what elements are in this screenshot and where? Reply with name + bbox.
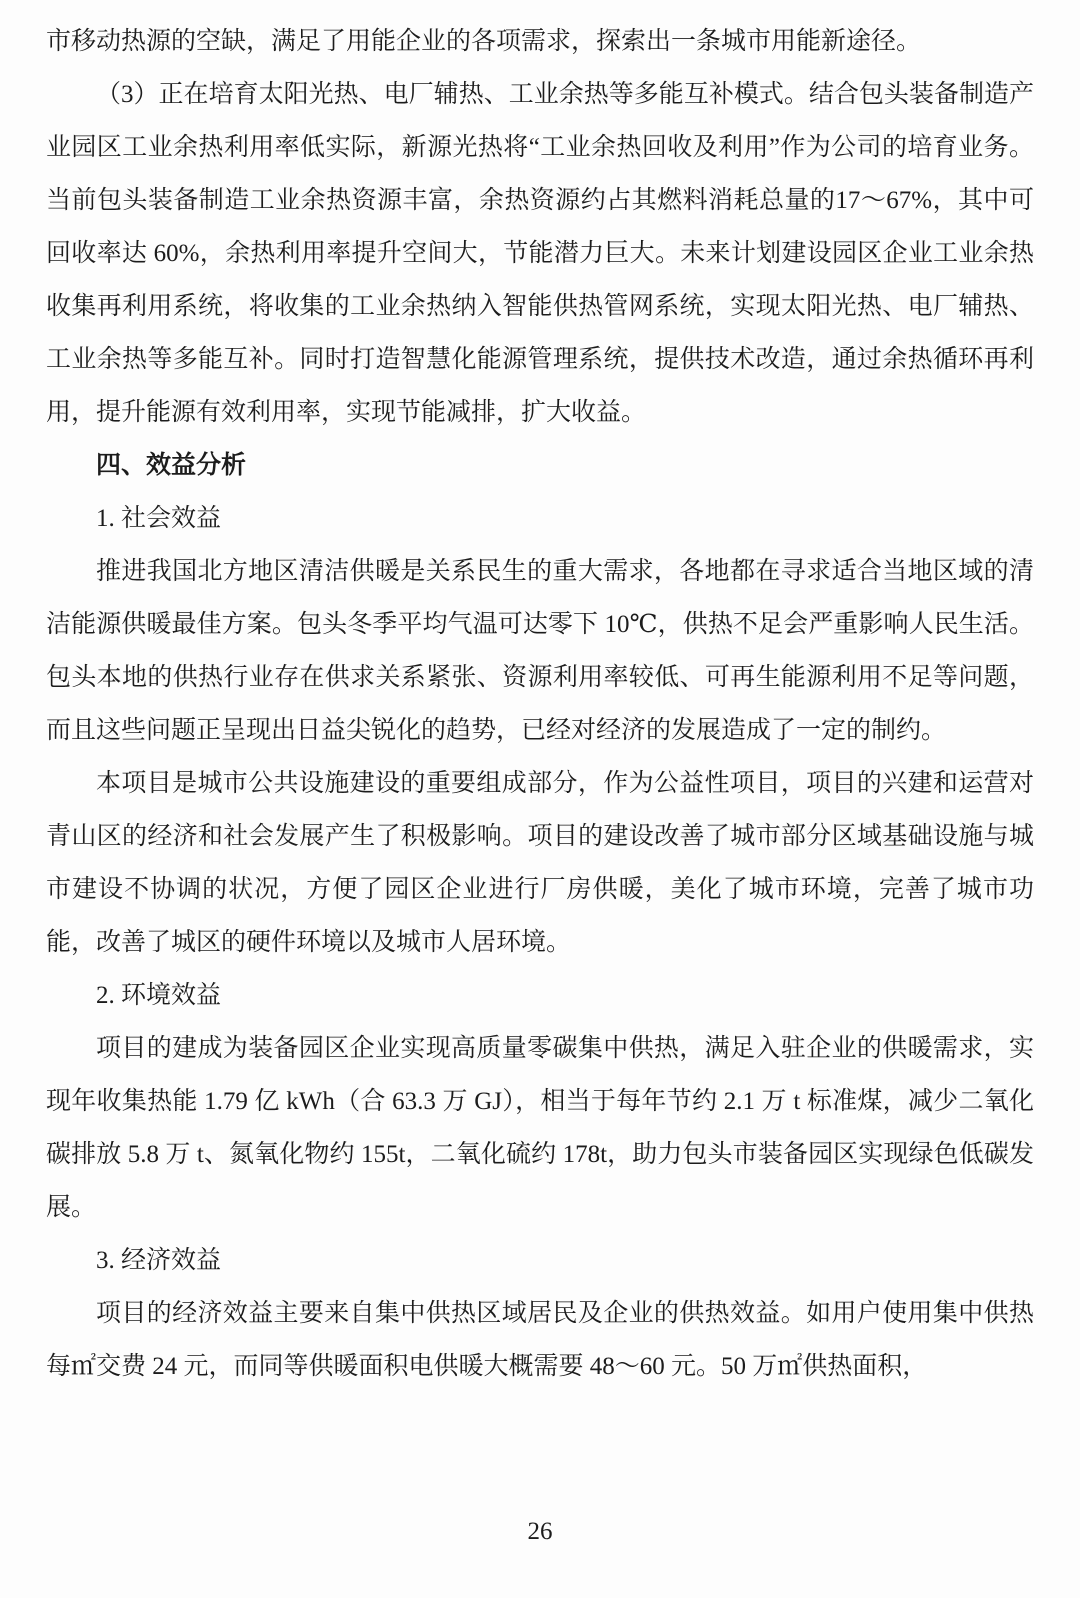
paragraph: 项目的建成为装备园区企业实现高质量零碳集中供热，满足入驻企业的供暖需求，实现年收集热能 1.79 亿 kWh（合 63.3 万 GJ），相当于每年节约 2.1 万 t 标准煤，减少二氧化碳排放 5.8 万 t、氮氧化物约 155t，二氧化硫约 178t，助力包头市装备园区实现绿色低碳发展。: [46, 1035, 1034, 1221]
paragraph: 本项目是城市公共设施建设的重要组成部分，作为公益性项目，项目的兴建和运营对青山区的经济和社会发展产生了积极影响。项目的建设改善了城市部分区域基础设施与城市建设不协调的状况，方便了园区企业进行厂房供暖，美化了城市环境，完善了城市功能，改善了城区的硬件环境以及城市人居环境。: [46, 770, 1034, 956]
subheading: 1. 社会效益: [96, 505, 222, 532]
paragraph: 项目的经济效益主要来自集中供热区域居民及企业的供热效益。如用户使用集中供热每㎡交费 24 元，而同等供暖面积电供暖大概需要 48～60 元。50 万㎡供热面积，: [46, 1300, 1034, 1380]
page-number: 26: [527, 1518, 553, 1545]
subheading: 3. 经济效益: [96, 1247, 222, 1274]
paragraph: 推进我国北方地区清洁供暖是关系民生的重大需求，各地都在寻求适合当地区域的清洁能源供暖最佳方案。包头冬季平均气温可达零下 10℃，供热不足会严重影响人民生活。包头本地的供热行业存在供求关系紧张、资源利用率较低、可再生能源利用不足等问题，而且这些问题正呈现出日益尖锐化的趋势，已经对经济的发展造成了一定的制约。: [46, 558, 1034, 744]
heading: 四、效益分析: [96, 452, 247, 479]
document-body: [46, 0, 1034, 1393]
body-continued: 市移动热源的空缺，满足了用能企业的各项需求，探索出一条城市用能新途径。: [46, 28, 922, 55]
paragraph: （3）正在培育太阳光热、电厂辅热、工业余热等多能互补模式。结合包头装备制造产业园区工业余热利用率低实际，新源光热将“工业余热回收及利用”作为公司的培育业务。当前包头装备制造工业余热资源丰富，余热资源约占其燃料消耗总量的17～67%，其中可回收率达 60%，余热利用率提升空间大，节能潜力巨大。未来计划建设园区企业工业余热收集再利用系统，将收集的工业余热纳入智能供热管网系统，实现太阳光热、电厂辅热、工业余热等多能互补。同时打造智慧化能源管理系统，提供技术改造，通过余热循环再利用，提升能源有效利用率，实现节能减排，扩大收益。: [46, 81, 1034, 426]
page-footer: [0, 1518, 1080, 1546]
subheading: 2. 环境效益: [96, 982, 222, 1009]
